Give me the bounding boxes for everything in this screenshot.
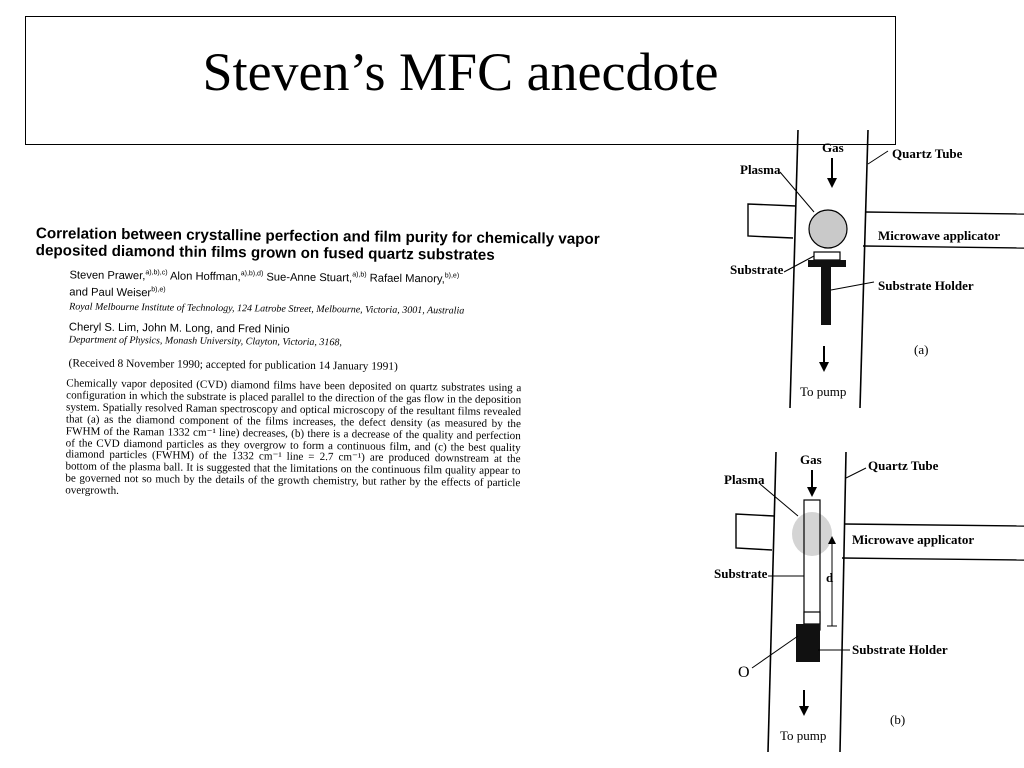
label-quartz-tube: Quartz Tube (892, 146, 963, 161)
label-panel-b: (b) (890, 712, 906, 727)
paper-affiliation-monash: Department of Physics, Monash University, Clayton, Victoria, 3168, (68, 334, 342, 349)
label-substrate: Substrate (730, 262, 784, 277)
author-text: Sue-Anne Stuart, (263, 271, 353, 285)
author-text: and Paul Weiser (69, 286, 152, 300)
label-o: O (738, 664, 750, 681)
label-substrate: Substrate (714, 566, 768, 581)
label-gas: Gas (800, 452, 822, 467)
substrate-holder-rod (821, 267, 831, 325)
label-substrate-holder: Substrate Holder (878, 278, 974, 293)
author-text: Alon Hoffman, (167, 270, 241, 284)
substrate-holder-upper (804, 612, 820, 624)
author-sup: a),b),d) (240, 270, 264, 278)
paper-affiliation-rmit: Royal Melbourne Institute of Technology, 124 Latrobe Street, Melbourne, Victoria, 3001, Australia (69, 301, 465, 317)
label-gas: Gas (822, 140, 844, 155)
slide-title: Steven’s MFC anecdote (202, 42, 719, 102)
author-text: Rafael Manory, (366, 272, 445, 286)
label-d: d (826, 570, 834, 585)
paper-authors-monash: Cheryl S. Lim, John M. Long, and Fred Ninio (68, 321, 290, 336)
label-substrate-holder: Substrate Holder (852, 642, 948, 657)
paper-excerpt (27, 225, 610, 503)
author-text: Steven Prawer, (69, 269, 146, 283)
substrate-holder-plate (808, 260, 846, 267)
paper-abstract: Chemically vapor deposited (CVD) diamond films have been deposited on quartz substrates using a configuration in which the substrate is placed parallel to the direction of the gas flow in the deposition system. Spatially resolved Raman spectroscopy and optical microscopy of the resultant films revealed that (a) as the diamond component of the films increases, the defect density (as measured by the FWHM of the Raman 1332 cm⁻¹ line) decreases, (b) there is a decrease of the quality and perfection of the CVD diamond particles as they overgrow to form a continuous film, and (c) the best quality diamond particles (FWHM) of the 1332 cm⁻¹ line = 2.7 cm⁻¹) are produced downstream at the bottom of the plasma ball. It is suggested that the limitations on the continuous film quality appear to be governed not so much by the details of the growth chemistry, but rather by the effects of particle overgrowth. (65, 377, 522, 498)
label-microwave-applicator: Microwave applicator (878, 228, 1001, 243)
author-sup: a),b),c) (145, 269, 168, 277)
diagram-a (728, 126, 1024, 416)
author-sup: b),e) (151, 286, 166, 294)
label-microwave-applicator: Microwave applicator (852, 532, 975, 547)
label-to-pump: To pump (800, 384, 847, 399)
label-to-pump: To pump (780, 728, 827, 743)
plasma-ball (809, 210, 847, 248)
author-sup: a),b) (352, 271, 367, 279)
substrate-holder-block (796, 624, 820, 662)
substrate (814, 252, 840, 260)
label-panel-a: (a) (914, 342, 929, 357)
plasma-diffuse (792, 512, 832, 556)
paper-authors-rmit (69, 265, 609, 305)
label-quartz-tube: Quartz Tube (868, 458, 939, 473)
diagram-b (700, 446, 1024, 764)
paper-title: Correlation between crystalline perfection and film purity for chemically vapor deposited diamond thin films grown on fused quartz substrates (35, 225, 600, 264)
label-plasma: Plasma (724, 472, 765, 487)
author-sup: b),e) (444, 272, 460, 280)
label-plasma: Plasma (740, 162, 781, 177)
paper-received: (Received 8 November 1990; accepted for publication 14 January 1991) (68, 357, 398, 373)
